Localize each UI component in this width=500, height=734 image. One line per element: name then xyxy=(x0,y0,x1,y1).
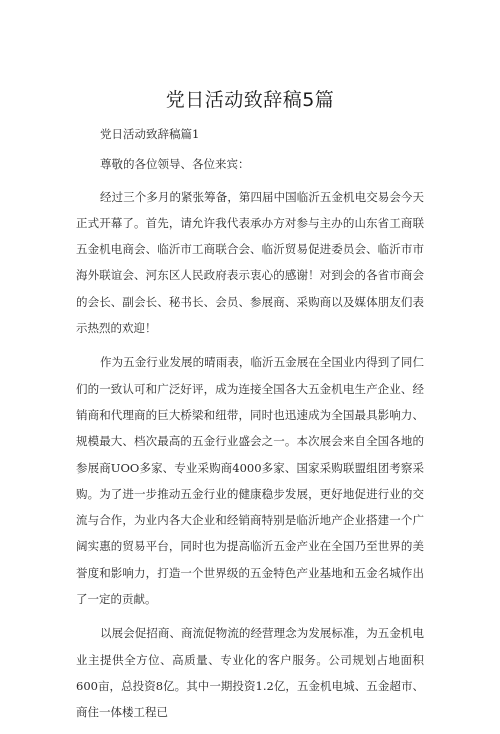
document-body xyxy=(76,121,424,734)
section-heading: 党日活动致辞稿篇1 xyxy=(100,127,200,141)
paragraph-2: 作为五金行业发展的晴雨表，临沂五金展在全国业内得到了同仁们的一致认可和广泛好评，成为连接全国各大五金机电生产企业、经销商和代理商的巨大桥梁和纽带，同时也迅速成为全国最具影响力、规模最大、档次最高的五金行业盛会之一。本次展会来自全国各地的参展商UOO多家、专业采购商4000多家、国家采购联盟组团考察采购。为了进一步推动五金行业的健康稳步发展，更好地促进行业的交流与合作，为业内各大企业和经销商特别是临沂地产企业搭建一个广阔实惠的贸易平台，同时也为提高临沂五金产业在全国乃至世界的美誉度和影响力，打造一个世界级的五金特色产业基地和五金名城作出了一定的贡献。 xyxy=(76,355,424,607)
paragraph-1: 经过三个多月的紧张筹备，第四届中国临沂五金机电交易会今天正式开幕了。首先，请允许我代表承办方对参与主办的山东省工商联五金机电商会、临沂市工商联合会、临沂贸易促进委员会、临沂市市海外联谊会、河东区人民政府表示衷心的感谢！对到会的各省市商会的会长、副会长、秘书长、会员、参展商、采购商以及媒体朋友们表示热烈的欢迎！ xyxy=(76,189,424,336)
paragraph-3: 以展会促招商、商流促物流的经营理念为发展标准，为五金机电业主提供全方位、高质量、专业化的客户服务。公司规划占地面积600亩，总投资8亿。其中一期投资1.2亿，五金机电城、五金超市、商住一体楼工程已 xyxy=(76,626,424,720)
salutation: 尊敬的各位领导、各位来宾： xyxy=(100,157,250,172)
page-title: 党日活动致辞稿5篇 xyxy=(165,89,335,111)
